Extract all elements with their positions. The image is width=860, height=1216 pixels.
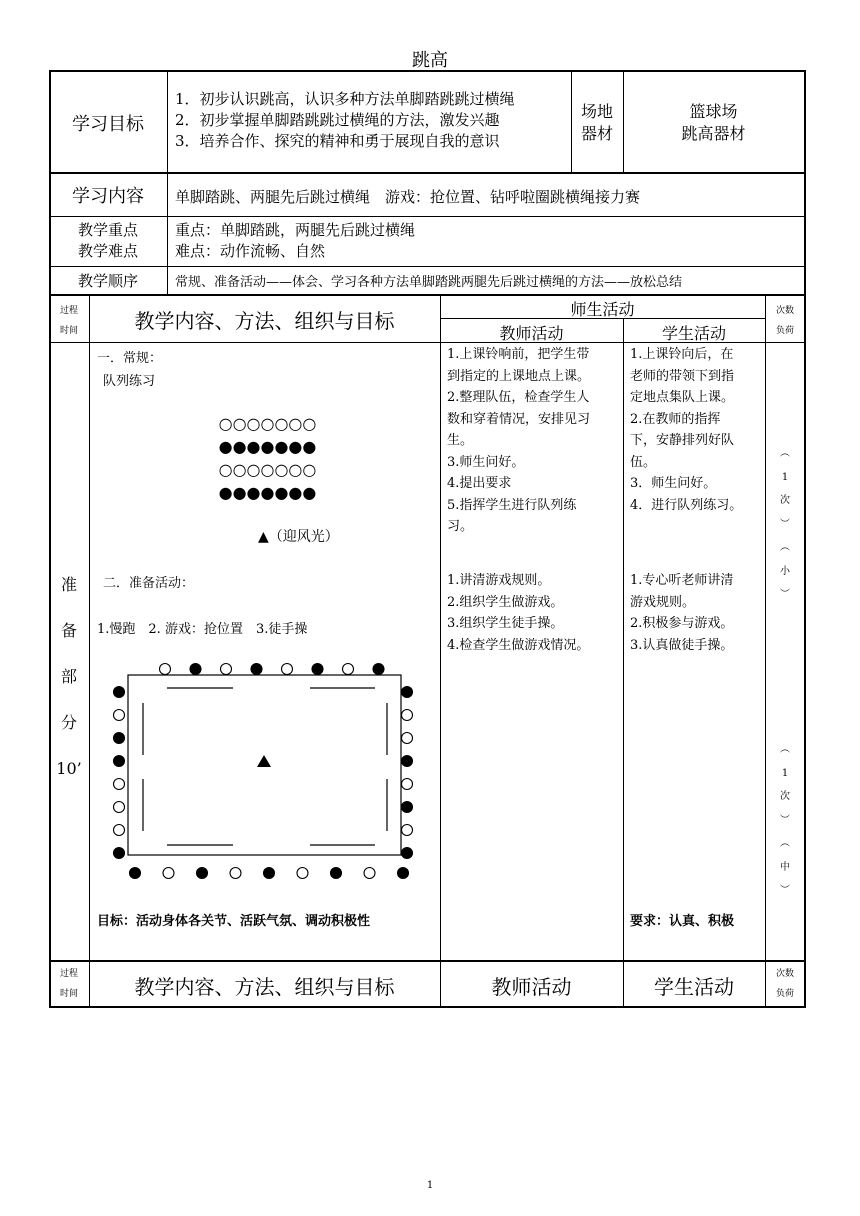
warmup-field-diagram [105,655,425,885]
student-open [364,868,375,879]
keypoints-text: 重点：单脚踏跳，两腿先后跳过横绳 难点：动作流畅、自然 [175,221,416,260]
teacher-activity-header: 教师活动 [499,324,564,343]
student-open [114,802,125,813]
goal-item: 2．初步掌握单脚踏跳跳过横绳的方法，激发兴趣 [175,111,500,129]
formation-rows [205,412,330,504]
formation-row: ○○○○○○○ [218,460,317,479]
student-open [221,664,232,675]
table-bottom-border [49,1006,806,1008]
student-filled [402,756,413,767]
student-filled [264,868,275,879]
venue-value: 篮球场 跳高器材 [681,102,746,143]
load-routine: ︵ 1 次 ︶ ︵ 小 ︶ [780,448,790,600]
student-filled [402,802,413,813]
routine-sub: 队列练习 [103,374,156,389]
sequence-label: 教学顺序 [77,272,138,290]
main-content-header: 教学内容、方法、组织与目标 [134,309,395,333]
table-top-border [49,70,806,72]
goal-item: 1．初步认识跳高，认识多种方法单脚踏跳跳过横绳 [175,90,515,108]
student-filled [373,664,384,675]
student-open [114,779,125,790]
teacher-position-mark: ▲（迎风光） [258,529,339,545]
student-open [402,733,413,744]
venue-label: 场地 器材 [580,102,613,143]
student-activities-warmup: 1.专心听老师讲清 游戏规则。 2.积极参与游戏。 3.认真做徒手操。 [630,573,734,653]
student-filled [331,868,342,879]
student-filled [114,687,125,698]
student-open [402,710,413,721]
student-filled [398,868,409,879]
footer-process-time-header: 过程 时间 [59,969,78,999]
routine-title: 一．常规： [97,351,163,366]
process-time-header: 过程 时间 [59,306,78,336]
footer-student-header: 学生活动 [654,975,734,999]
sequence-text: 常规、准备活动——体会、学习各种方法单脚踏跳两腿先后跳过横绳的方法——放松总结 [175,275,683,290]
student-open [163,868,174,879]
student-open [230,868,241,879]
student-activity-header: 学生活动 [661,324,726,343]
load-header: 次数 负荷 [775,306,794,336]
keypoints-label: 教学重点 教学难点 [77,221,138,260]
footer-load-header: 次数 负荷 [775,969,794,999]
formation-row: ○○○○○○○ [218,414,317,433]
content-text: 单脚踏跳、两腿先后跳过横绳 游戏：抢位置、钻呼啦圈跳横绳接力赛 [175,188,641,206]
footer-main-header: 教学内容、方法、组织与目标 [134,975,395,999]
student-open [114,710,125,721]
student-filled [114,733,125,744]
activities-header: 师生活动 [570,300,635,319]
load-warmup: ︵ 1 次 ︶ ︵ 中 ︶ [780,744,790,896]
page-number: 1 [426,1180,434,1191]
student-filled [130,868,141,879]
teacher-activities-routine: 1.上课铃响前，把学生带 到指定的上课地点上课。 2.整理队伍，检查学生人 数和穿着情况，安排见习 生。 3.师生问好。 4.提出要求 5.指挥学生进行队列练 习。 [447,347,591,534]
student-filled [312,664,323,675]
table-left-border [49,70,51,1007]
warmup-items: 1.慢跑 2. 游戏：抢位置 3.徒手操 [97,622,308,637]
student-filled [251,664,262,675]
goals-label: 学习目标 [72,114,144,135]
student-open [282,664,293,675]
student-filled [114,848,125,859]
student-open [297,868,308,879]
student-ring [114,664,413,879]
document-title: 跳高 [412,50,448,71]
student-open [402,825,413,836]
goal-item: 3．培养合作、探究的精神和勇于展现自我的意识 [175,132,500,150]
student-filled [114,756,125,767]
prep-goal: 目标：活动身体各关节、活跃气氛、调动积极性 [97,914,371,929]
part-label: 准 备 部 分 10’ [56,575,82,778]
goals-list [175,89,515,152]
student-filled [402,848,413,859]
teacher-triangle [257,755,271,767]
student-filled [190,664,201,675]
student-requirement: 要求：认真、积极 [630,914,735,929]
student-open [343,664,354,675]
student-filled [402,687,413,698]
content-label: 学习内容 [72,186,144,207]
footer-teacher-header: 教师活动 [491,975,572,999]
student-open [402,779,413,790]
warmup-title: 二．准备活动： [103,576,195,591]
teacher-activities-warmup: 1.讲清游戏规则。 2.组织学生做游戏。 3.组织学生徒手操。 4.检查学生做游戏情况。 [447,573,590,653]
formation-row: ●●●●●●● [218,483,317,502]
student-open [114,825,125,836]
student-filled [197,868,208,879]
student-open [160,664,171,675]
formation-row: ●●●●●●● [218,437,317,456]
student-activities-routine: 1.上课铃向后，在 老师的带领下到指 定地点集队上课。 2.在教师的指挥 下，安静排列好队 伍。 3．师生问好。 4．进行队列练习。 [630,347,743,513]
